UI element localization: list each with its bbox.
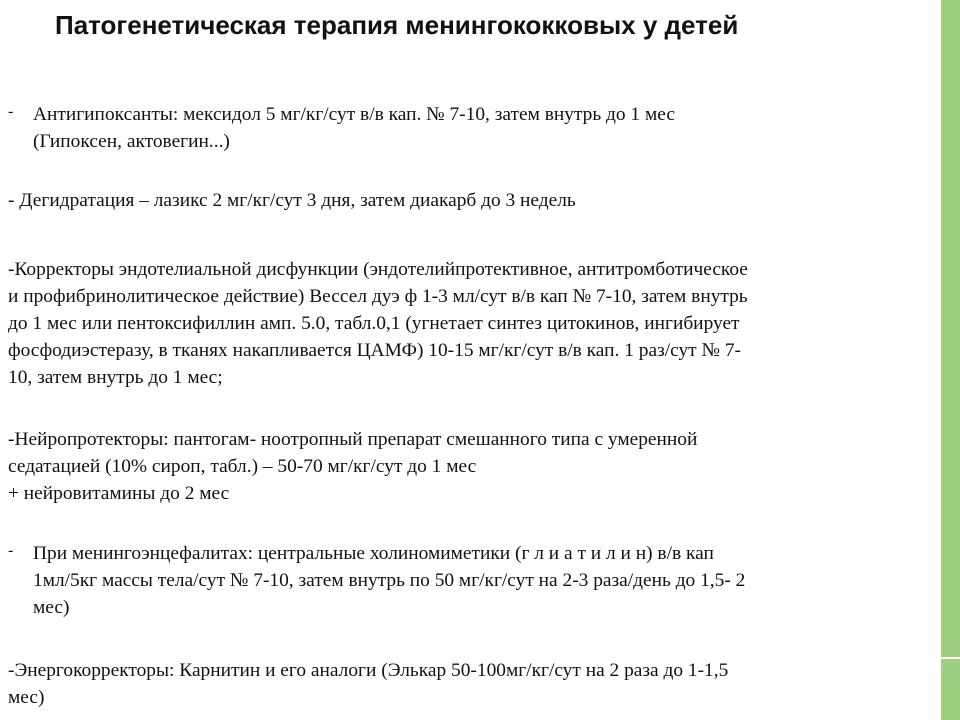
bullet-marker: - bbox=[8, 542, 14, 559]
text-line: до 1 мес или пентоксифиллин амп. 5.0, табл.0,1 (угнетает синтез цитокинов, ингибирует bbox=[8, 313, 740, 334]
text-line: мес) bbox=[8, 687, 45, 708]
paragraph-antihypoxants bbox=[33, 101, 675, 155]
paragraph-meningoencephalitis bbox=[33, 540, 745, 621]
paragraph-endothelial-correctors bbox=[8, 256, 748, 391]
text-line: -Энергокорректоры: Карнитин и его аналоги (Элькар 50-100мг/кг/сут на 2 раза до 1-1,5 bbox=[8, 660, 729, 681]
text-line: -Корректоры эндотелиальной дисфункции (эндотелийпротективное, антитромботическое bbox=[8, 259, 748, 280]
page-title: Патогенетическая терапия менингококковых у детей bbox=[55, 10, 739, 40]
text-line: - Дегидратация – лазикс 2 мг/кг/сут 3 дня, затем диакарб до 3 недель bbox=[8, 190, 576, 211]
side-strip-divider bbox=[941, 657, 960, 659]
paragraph-energy-correctors bbox=[8, 657, 728, 711]
text-line: -Нейропротекторы: пантогам- ноотропный препарат смешанного типа с умеренной bbox=[8, 429, 698, 450]
text-line: Антигипоксанты: мексидол 5 мг/кг/сут в/в кап. № 7-10, затем внутрь до 1 мес bbox=[33, 104, 675, 125]
text-line: + нейровитамины до 2 мес bbox=[8, 483, 230, 504]
paragraph-dehydration bbox=[8, 187, 576, 214]
text-line: фосфодиэстеразу, в тканях накапливается ЦАМФ) 10-15 мг/кг/сут в/в кап. 1 раз/сут № 7- bbox=[8, 340, 741, 361]
text-line: 10, затем внутрь до 1 мес; bbox=[8, 367, 223, 388]
text-line: При менингоэнцефалитах: центральные холиномиметики (г л и а т и л и н) в/в кап bbox=[33, 543, 714, 564]
bullet-marker: - bbox=[8, 103, 14, 120]
text-line: мес) bbox=[33, 597, 70, 618]
text-line: 1мл/5кг массы тела/сут № 7-10, затем внутрь по 50 мг/кг/сут на 2-3 раза/день до 1,5- 2 bbox=[33, 570, 746, 591]
text-line: (Гипоксен, актовегин...) bbox=[33, 131, 230, 152]
text-line: и профибринолитическое действие) Вессел дуэ ф 1-3 мл/сут в/в кап № 7-10, затем внутрь bbox=[8, 286, 748, 307]
paragraph-neuroprotectors bbox=[8, 426, 697, 507]
text-line: седатацией (10% сироп, табл.) – 50-70 мг/кг/сут до 1 мес bbox=[8, 456, 477, 477]
decorative-side-strip bbox=[941, 0, 960, 720]
